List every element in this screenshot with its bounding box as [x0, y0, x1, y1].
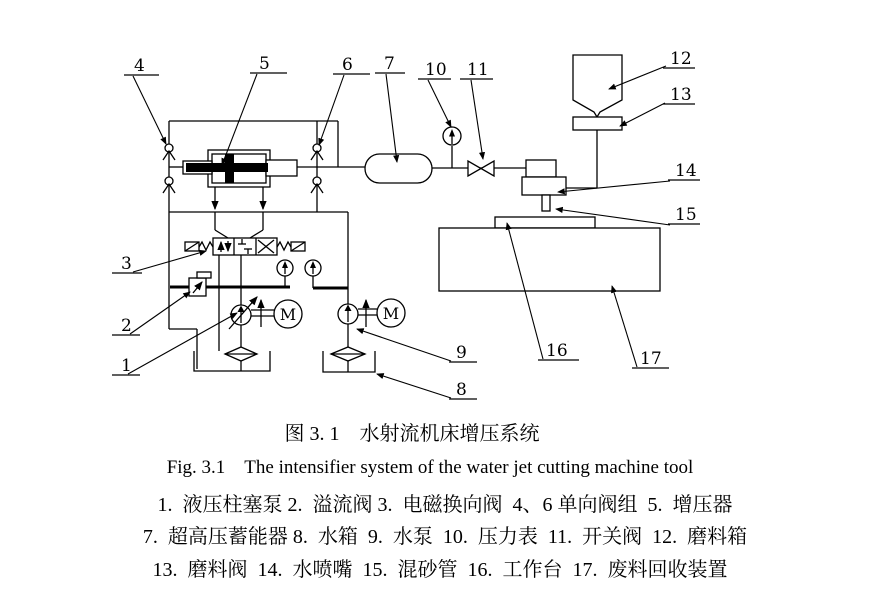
- gauge-b: [305, 260, 321, 276]
- label-6: [319, 55, 370, 145]
- gauge-a: [277, 260, 293, 276]
- pressure-gauge: [443, 127, 461, 145]
- caption-english: Fig. 3.1 The intensifier system of the water jet cutting machine tool: [166, 457, 694, 478]
- part-number: 3: [121, 254, 132, 274]
- directional-valve: [185, 238, 305, 255]
- part-number: 10: [425, 60, 447, 80]
- label-8: [377, 374, 477, 400]
- switch-valve: [468, 161, 494, 176]
- label-4: [124, 56, 166, 144]
- part-number: 12: [670, 49, 692, 69]
- part-number: 14: [675, 161, 697, 181]
- nozzle-assembly: [522, 160, 566, 211]
- motor-letter: M: [382, 304, 400, 323]
- legend-line-3: 13. 磨料阀 14. 水喷嘴 15. 混砂管 16. 工作台 17. 废料回收装置: [152, 559, 728, 581]
- part-number: 2: [121, 316, 132, 336]
- legend-line-2: 7. 超高压蓄能器 8. 水箱 9. 水泵 10. 压力表 11. 开关阀 12. 磨料箱: [142, 526, 748, 548]
- part-number: 16: [546, 341, 568, 361]
- piston: [225, 154, 234, 183]
- label-11: [460, 60, 493, 159]
- part-number: 13: [670, 85, 692, 105]
- label-5: [222, 54, 287, 165]
- label-10: [418, 60, 451, 127]
- intensifier-cylinder: [183, 150, 297, 187]
- motor-letter: M: [279, 305, 297, 324]
- hydraulic-pump-unit: [194, 297, 302, 371]
- part-number: 5: [259, 54, 270, 74]
- spring-right: [277, 242, 291, 250]
- part-number: 9: [456, 343, 467, 363]
- caption-chinese: 图 3. 1 水射流机床增压系统: [284, 423, 540, 445]
- abrasive-valve: [573, 117, 622, 130]
- mixing-tube: [542, 195, 550, 211]
- worktable: [495, 217, 595, 228]
- part-number: 1: [121, 356, 132, 376]
- waste-recovery-box: [439, 228, 660, 291]
- water-nozzle: [526, 160, 556, 177]
- accumulator: [365, 154, 432, 183]
- label-13: [620, 85, 695, 126]
- label-3: [112, 251, 206, 274]
- part-number: 7: [384, 54, 395, 74]
- relief-valve: [189, 272, 211, 296]
- label-7: [375, 54, 405, 162]
- part-number: 4: [134, 56, 145, 76]
- part-number: 11: [467, 60, 489, 80]
- spring-left: [199, 242, 213, 250]
- water-pump-unit: [323, 299, 405, 372]
- part-number: 17: [640, 349, 662, 369]
- part-number: 8: [456, 380, 467, 400]
- label-17: [612, 286, 669, 369]
- part-number: 6: [342, 55, 353, 75]
- abrasive-hopper: [573, 55, 622, 117]
- part-number: 15: [675, 205, 697, 225]
- legend-line-1: 1. 液压柱塞泵 2. 溢流阀 3. 电磁换向阀 4、6 单向阀组 5. 增压器: [157, 494, 733, 516]
